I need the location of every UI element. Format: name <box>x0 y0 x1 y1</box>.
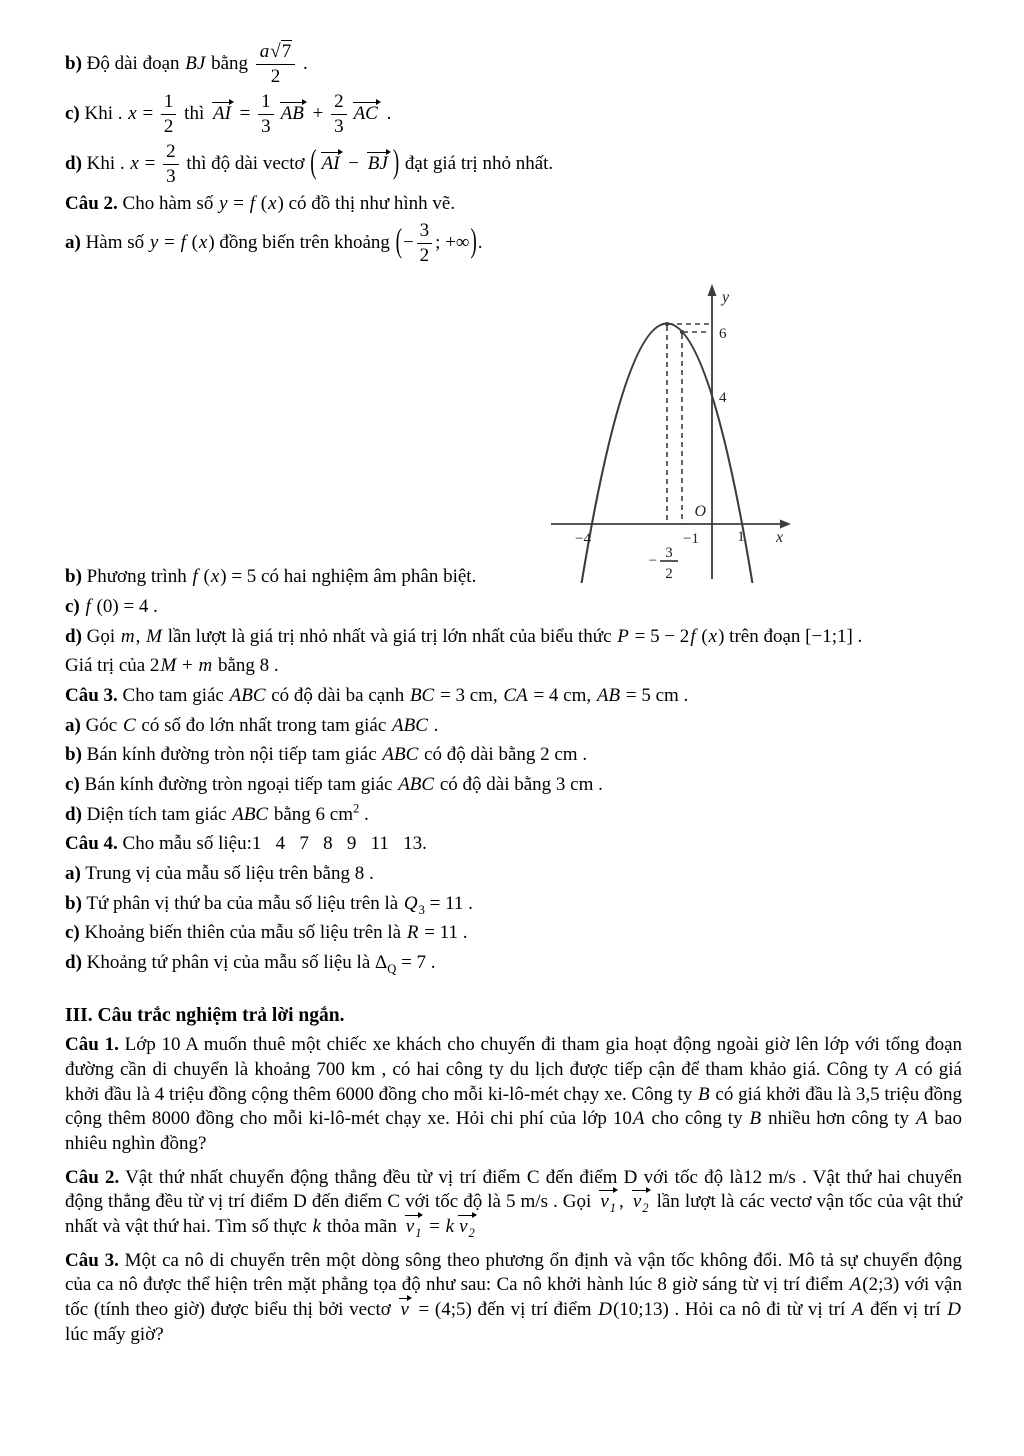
item-4a: a) Trung vị của mẫu số liệu trên bằng 8 . <box>65 863 374 885</box>
item-4d: d) Khoảng tứ phân vị của mẫu số liệu là $\Delta_Q = 7$ . <box>65 952 436 976</box>
vector-notation: AC <box>353 104 379 125</box>
big-paren-close: ) <box>470 223 477 261</box>
x-tick-minus4: −4 <box>575 531 591 548</box>
big-paren-open: ( <box>395 223 402 261</box>
vector-notation: $v_2$ <box>458 1217 475 1238</box>
vector-notation: $v_1$ <box>599 1192 616 1213</box>
item-1b: b) Độ dài đoạn BJ bằng $\frac{a√7}{2}$ . <box>65 41 308 87</box>
short-answer-question-1: Câu 1. Lớp 10 A muốn thuê một chiếc xe khách cho chuyến đi tham gia hoạt động ngoài giờ lên lớp với tổng đoạn đường cần di chuyển là khoảng 700 km , có hai công ty du lịch được tiếp cận để tham khảo giá. Công ty A có giá khởi đầu là 4 triệu đồng cộng thêm 6000 đồng cho mỗi ki-lô-mét chạy xe. Công ty B có giá khởi đầu là 3,5 triệu đồng cộng thêm 8000 đồng cho mỗi ki-lô-mét chạy xe. Hỏi chi phí của lớp 10A cho công ty B nhiều hơn công ty A bao nhiêu nghìn đồng? <box>65 1034 963 1154</box>
question-3-stem: Câu 3. Cho tam giác ABC có độ dài ba cạnh BC = 3 cm, CA = 4 cm, AB = 5 cm . <box>65 684 689 706</box>
y-axis-label: y <box>722 289 730 307</box>
item-1c: c) Khi . x = $\frac{1}{2}$ thì AI = $\frac{1}{3}$ AB + $\frac{2}{3}$ AC . <box>65 90 392 137</box>
question-2-stem: Câu 2. Cho hàm số y = f (x) có đồ thị như hình vẽ. <box>65 192 456 214</box>
item-3a: a) Góc C có số đo lớn nhất trong tam giác ABC . <box>65 714 439 736</box>
item-2d-continuation: Giá trị của 2M + m bằng 8 . <box>65 655 279 677</box>
item-4c: c) Khoảng biến thiên của mẫu số liệu trên là R = 11 . <box>65 922 468 944</box>
x-tick-1: 1 <box>737 529 745 546</box>
item-2a: a) Hàm số y = f (x) đồng biến trên khoảng (− $\frac{3}{2}$ ; +∞). <box>65 220 483 267</box>
vector-notation: $v_1$ <box>405 1217 422 1238</box>
parabola-figure <box>527 271 809 583</box>
vertex-point <box>665 322 669 326</box>
short-answer-question-3: Câu 3. Một ca nô di chuyển trên một dòng sông theo phương ổn định và vận tốc không đổi. Mô tả sự chuyển động của ca nô được thể hiện trên mặt phẳng tọa độ như sau: Ca nô khởi hành lúc 8 giờ sáng từ vị trí điểm A(2;3) với vận tốc (tính theo giờ) được biểu thị bởi vectơ v = (4;5) đến vị trí điểm D(10;13) . Hỏi ca nô đi từ vị trí A đến vị trí D lúc mấy giờ? <box>65 1249 962 1345</box>
x-axis-arrow <box>780 520 791 529</box>
big-paren-open: ( <box>310 143 317 182</box>
section-iii-heading: III. Câu trắc nghiệm trả lời ngắn. <box>65 1004 345 1026</box>
vector-notation: v <box>399 1300 409 1321</box>
vector-notation: BJ <box>367 154 389 175</box>
fraction-numerator: 3 <box>665 545 673 562</box>
y-tick-6: 6 <box>719 326 727 343</box>
vector-notation: AB <box>280 104 305 125</box>
fraction: $\frac{2}{3}$ <box>331 92 347 137</box>
vector-notation: AI <box>212 104 232 125</box>
x-tick-minus1: −1 <box>683 531 699 548</box>
item-1d: d) Khi . x = $\frac{2}{3}$ thì độ dài vectơ ( AI − BJ ) đạt giá trị nhỏ nhất. <box>65 140 554 187</box>
item-3d: d) Diện tích tam giác ABC bằng 6 $cm^2$ . <box>65 801 369 825</box>
x-axis-label: x <box>776 529 784 547</box>
short-answer-question-2: Câu 2. Vật thứ nhất chuyển động thẳng đều từ vị trí điểm C đến điểm D với tốc độ là12 m/s . Vật thứ hai chuyển động thẳng đều từ vị trí điểm D đến điểm C với tốc độ là 5 m/s . Gọi $v_1$ , $v_2$ lần lượt là các vectơ vận tốc của vật thứ nhất và vật thứ hai. Tìm số thực k thỏa mãn $v_1 = k$ $v_2$ <box>65 1166 963 1240</box>
big-paren-close: ) <box>392 143 400 182</box>
vector-notation: $v_2$ <box>632 1192 649 1213</box>
item-4b: b) Tứ phân vị thứ ba của mẫu số liệu trên là $Q_3 = 11$ . <box>65 892 473 917</box>
origin-label: O <box>694 503 706 521</box>
function-graph <box>527 271 809 583</box>
fraction-denominator: 2 <box>665 566 673 583</box>
item-2c: c) f (0) = 4 . <box>65 595 158 617</box>
fraction: $\frac{3}{2}$ <box>417 221 433 266</box>
y-tick-4: 4 <box>719 390 727 407</box>
fraction: $\frac{2}{3}$ <box>163 142 179 187</box>
item-2b: b) Phương trình f (x) = 5 có hai nghiệm âm phân biệt. <box>65 566 477 588</box>
question-4-stem: Câu 4. Cho mẫu số liệu:1 4 7 8 9 11 13. <box>65 833 427 855</box>
item-3c: c) Bán kính đường tròn ngoại tiếp tam giác ABC có độ dài bằng 3 cm . <box>65 774 603 795</box>
fraction-minus-sign: − <box>648 553 658 570</box>
point-minus1-6 <box>680 330 684 334</box>
fraction: $\frac{1}{2}$ <box>161 92 177 137</box>
vector-notation: AI <box>321 154 341 175</box>
item-2d: d) Gọi m, M lần lượt là giá trị nhỏ nhất và giá trị lớn nhất của biểu thức P = 5 − 2f (x) trên đoạn [−1;1] . <box>65 625 863 647</box>
sqrt-notation: √7 <box>270 41 292 62</box>
fraction: $\frac{1}{3}$ <box>258 92 274 137</box>
y-axis-arrow <box>708 284 717 296</box>
item-3b: b) Bán kính đường tròn nội tiếp tam giác ABC có độ dài bằng 2 cm . <box>65 744 588 766</box>
fraction: $\frac{a√7}{2}$ <box>256 42 295 87</box>
